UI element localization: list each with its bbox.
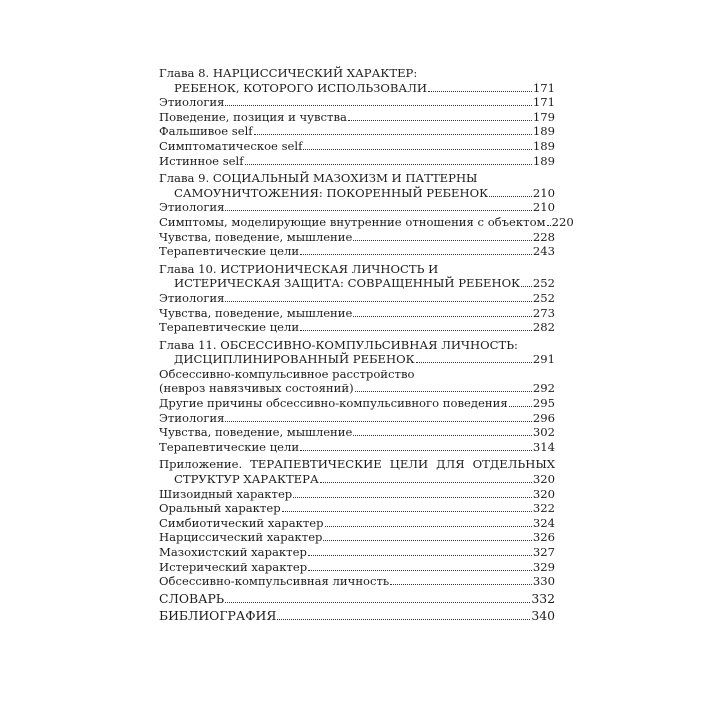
- page-number: 189: [532, 124, 555, 139]
- dot-leader: [325, 525, 532, 527]
- page-number: 326: [532, 530, 555, 545]
- dot-leader: [428, 90, 532, 92]
- toc-entry[interactable]: [159, 411, 555, 426]
- dot-leader: [300, 449, 532, 451]
- entry-label: Оральный характер: [159, 501, 281, 516]
- page-number: 171: [532, 95, 555, 110]
- dot-leader: [353, 315, 531, 317]
- page-number: 324: [532, 515, 555, 530]
- page-number: 273: [532, 305, 555, 320]
- page-number: 243: [532, 244, 555, 259]
- toc-entry[interactable]: [159, 81, 555, 96]
- dot-leader: [323, 539, 531, 541]
- entry-label: Чувства, поведение, мышление: [159, 305, 353, 320]
- entry-label: Нарциссический характер: [159, 530, 323, 545]
- entry-label: Симптоматическое self: [159, 138, 303, 153]
- page-number: 189: [532, 153, 555, 168]
- toc-entry[interactable]: [159, 320, 555, 335]
- page-number: 296: [532, 410, 555, 425]
- dot-leader: [355, 390, 532, 392]
- entry-label: Обсессивно-компульсивная личность: [159, 574, 390, 589]
- chapter-11-title-line1: [159, 338, 555, 353]
- dot-leader: [282, 510, 532, 512]
- chapter-title: Глава 9. СОЦИАЛЬНЫЙ МАЗОХИЗМ И ПАТТЕРНЫ: [159, 171, 478, 186]
- toc-entry[interactable]: [159, 214, 574, 230]
- toc-entry[interactable]: [159, 574, 555, 589]
- chapter-title: Глава 11. ОБСЕССИВНО-КОМПУЛЬСИВНАЯ ЛИЧНОСТЬ:: [159, 337, 518, 352]
- chapter-title: САМОУНИЧТОЖЕНИЯ: ПОКОРЕННЫЙ РЕБЕНОК: [174, 185, 489, 200]
- entry-label: Другие причины обсессивно-компульсивного поведения: [159, 396, 508, 411]
- toc-entry[interactable]: [159, 501, 555, 516]
- entry-label-line: [159, 367, 555, 382]
- page-number: 252: [532, 290, 555, 305]
- chapter-9-title-line1: [159, 171, 555, 186]
- dot-leader: [489, 195, 532, 197]
- page-number: 314: [532, 439, 555, 454]
- dot-leader: [509, 405, 532, 407]
- page-number: 302: [532, 425, 555, 440]
- page-number: 291: [532, 352, 555, 367]
- toc-entry[interactable]: [159, 545, 555, 560]
- entry-label: Этиология: [159, 200, 225, 215]
- entry-label: Симбиотический характер: [159, 515, 324, 530]
- appendix-title-line1: [159, 457, 555, 472]
- page-number: 330: [532, 574, 555, 589]
- page-number: 282: [532, 320, 555, 335]
- dot-leader: [245, 163, 532, 165]
- toc-entry[interactable]: [159, 244, 555, 259]
- page-number: 220: [551, 214, 574, 229]
- appendix: [159, 457, 555, 588]
- entry-label: (невроз навязчивых состояний): [159, 381, 354, 396]
- toc-entry-bibliography[interactable]: [159, 609, 555, 624]
- dot-leader: [293, 496, 532, 498]
- dot-leader: [225, 300, 531, 302]
- entry-label: Этиология: [159, 95, 225, 110]
- appendix-title-word: ЦЕЛИ: [389, 457, 429, 472]
- appendix-title-word: ОТДЕЛЬНЫХ: [472, 457, 555, 472]
- page-number: 292: [532, 381, 555, 396]
- appendix-title-word: Приложение.: [159, 457, 243, 472]
- dot-leader: [320, 481, 532, 483]
- chapter-9: [159, 171, 574, 259]
- dot-leader: [277, 618, 530, 620]
- entry-label: Поведение, позиция и чувства: [159, 109, 347, 124]
- entry-label: Обсессивно-компульсивное расстройство: [159, 366, 415, 381]
- dot-leader: [225, 209, 531, 211]
- chapter-8-title-line1: [159, 66, 555, 81]
- page-number: 322: [532, 501, 555, 516]
- dot-leader: [300, 253, 532, 255]
- toc-entry[interactable]: [159, 530, 555, 545]
- entry-label: Чувства, поведение, мышление: [159, 229, 353, 244]
- toc-entry[interactable]: [159, 352, 555, 367]
- toc-entry[interactable]: [159, 381, 555, 396]
- page-number: 332: [531, 590, 555, 606]
- entry-label: Симптомы, моделирующие внутренние отношения с объектом: [159, 214, 546, 229]
- toc-entry[interactable]: [159, 291, 555, 306]
- appendix-title-word: ТЕРАПЕВТИЧЕСКИЕ: [250, 457, 382, 472]
- dot-leader: [254, 133, 532, 135]
- chapter-title: ИСТЕРИЧЕСКАЯ ЗАЩИТА: СОВРАЩЕННЫЙ РЕБЕНОК: [174, 276, 521, 291]
- dot-leader: [390, 583, 532, 585]
- dot-leader: [225, 104, 531, 106]
- dot-leader: [303, 148, 531, 150]
- entry-label: СЛОВАРЬ: [159, 590, 225, 606]
- page-number: 179: [532, 109, 555, 124]
- entry-label: Мазохистский характер: [159, 545, 307, 559]
- toc-entry[interactable]: [159, 487, 555, 502]
- entry-label: Этиология: [159, 290, 225, 305]
- dot-leader: [300, 329, 532, 331]
- chapter-title: Глава 10. ИСТРИОНИЧЕСКАЯ ЛИЧНОСТЬ И: [159, 261, 439, 276]
- appendix-title-word: ДЛЯ: [436, 457, 465, 472]
- page-number: 228: [532, 229, 555, 244]
- page-number: 329: [532, 559, 555, 574]
- toc-entry[interactable]: [159, 110, 555, 125]
- page-number: 340: [531, 608, 555, 624]
- chapter-title: РЕБЕНОК, КОТОРОГО ИСПОЛЬЗОВАЛИ: [174, 80, 427, 95]
- entry-label: Этиология: [159, 410, 225, 425]
- toc-entry[interactable]: [159, 200, 555, 215]
- page-number: 327: [532, 545, 555, 559]
- page-number: 189: [532, 138, 555, 153]
- chapter-11: [159, 338, 555, 455]
- toc-entry[interactable]: [159, 472, 555, 487]
- entry-label: Фальшивое self: [159, 124, 253, 139]
- toc-entry[interactable]: [159, 560, 555, 575]
- toc-entry[interactable]: [159, 230, 555, 245]
- dot-leader: [308, 569, 532, 571]
- entry-label: Истинное self: [159, 153, 244, 168]
- toc-entry[interactable]: [159, 440, 555, 455]
- entry-label: Терапевтические цели: [159, 439, 300, 454]
- appendix-title: СТРУКТУР ХАРАКТЕРА: [174, 472, 319, 487]
- dot-leader: [416, 361, 532, 363]
- dot-leader: [225, 601, 530, 603]
- dot-leader: [353, 434, 531, 436]
- toc-entry[interactable]: [159, 276, 555, 291]
- page-number: 320: [532, 486, 555, 501]
- page-number: 171: [532, 80, 555, 95]
- page-number: 320: [532, 472, 555, 487]
- dot-leader: [353, 239, 531, 241]
- table-of-contents: [159, 66, 574, 624]
- entry-label: Истерический характер: [159, 559, 308, 574]
- entry-label: БИБЛИОГРАФИЯ: [159, 608, 277, 624]
- dot-leader: [547, 224, 551, 226]
- page-number: 252: [532, 276, 555, 291]
- entry-label: Терапевтические цели: [159, 320, 300, 335]
- toc-entry[interactable]: [159, 306, 555, 321]
- dot-leader: [521, 285, 532, 287]
- toc-entry[interactable]: [159, 95, 555, 110]
- toc-entry[interactable]: [159, 516, 555, 531]
- toc-entry[interactable]: [159, 425, 555, 440]
- entry-label: Терапевтические цели: [159, 244, 300, 259]
- page-number: 210: [532, 200, 555, 215]
- chapter-8: [159, 66, 555, 168]
- toc-entry[interactable]: [159, 396, 555, 411]
- chapter-10-title-line1: [159, 262, 555, 277]
- toc-entry[interactable]: [159, 139, 555, 154]
- toc-entry[interactable]: [159, 154, 555, 169]
- dot-leader: [225, 420, 531, 422]
- dot-leader: [348, 119, 532, 121]
- toc-entry[interactable]: [159, 186, 555, 201]
- page-number: 210: [532, 185, 555, 200]
- page-number: 295: [532, 396, 555, 411]
- toc-entry-glossary[interactable]: [159, 592, 555, 607]
- chapter-title: ДИСЦИПЛИНИРОВАННЫЙ РЕБЕНОК: [174, 352, 415, 367]
- entry-label: Шизоидный характер: [159, 486, 293, 501]
- dot-leader: [308, 554, 532, 556]
- entry-label: Чувства, поведение, мышление: [159, 425, 353, 440]
- toc-entry[interactable]: [159, 124, 555, 139]
- chapter-title: Глава 8. НАРЦИССИЧЕСКИЙ ХАРАКТЕР:: [159, 66, 418, 80]
- chapter-10: [159, 262, 555, 335]
